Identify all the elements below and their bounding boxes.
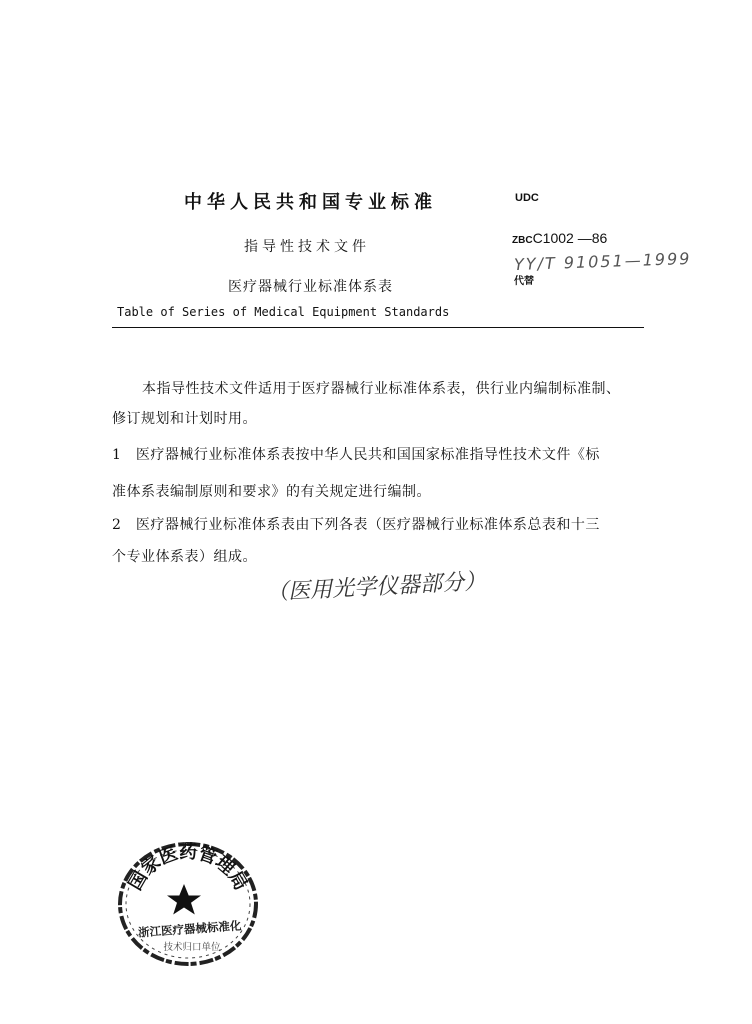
document-type-subtitle: 指导性技术文件: [244, 239, 370, 255]
standard-code-prefix: ZBC: [512, 235, 533, 246]
clause-2-line-2: 个专业体系表）组成。: [112, 549, 257, 565]
seal-outer-text: 国家医药管理局: [124, 842, 252, 895]
body-paragraph-line-2: 修订规划和计划时用。: [112, 411, 257, 427]
clause-1-line-2: 准体系表编制原则和要求》的有关规定进行编制。: [112, 484, 431, 500]
document-name-en: Table of Series of Medical Equipment Standards: [117, 305, 450, 319]
seal-star-icon: [167, 884, 201, 915]
clause-1-line-1: 1 医疗器械行业标准体系表按中华人民共和国国家标准指导性技术文件《标: [112, 447, 600, 463]
clause-2-line-1: 2 医疗器械行业标准体系表由下列各表（医疗器械行业标准体系总表和十三: [112, 517, 600, 533]
udc-label: UDC: [515, 192, 539, 204]
body-paragraph-line-1: 本指导性技术文件适用于医疗器械行业标准体系表，供行业内编制标准制、: [142, 381, 621, 397]
seal-inner-text: 浙江医疗器械标准化: [137, 918, 242, 940]
replaces-label: 代替: [514, 276, 534, 287]
seal-bottom-text: 技术归口单位: [163, 942, 221, 953]
standard-code: [512, 230, 607, 246]
official-seal-stamp: [110, 832, 266, 968]
header-divider: [112, 327, 644, 328]
standard-code-number: C1002 —86: [532, 230, 608, 246]
handwritten-note: （医用光学仪器部分）: [265, 569, 487, 606]
standard-title: 中华人民共和国专业标准: [184, 192, 437, 213]
handwritten-standard-code: YY/T 91051—1999: [513, 248, 692, 275]
document-name-cn: 医疗器械行业标准体系表: [228, 279, 393, 295]
